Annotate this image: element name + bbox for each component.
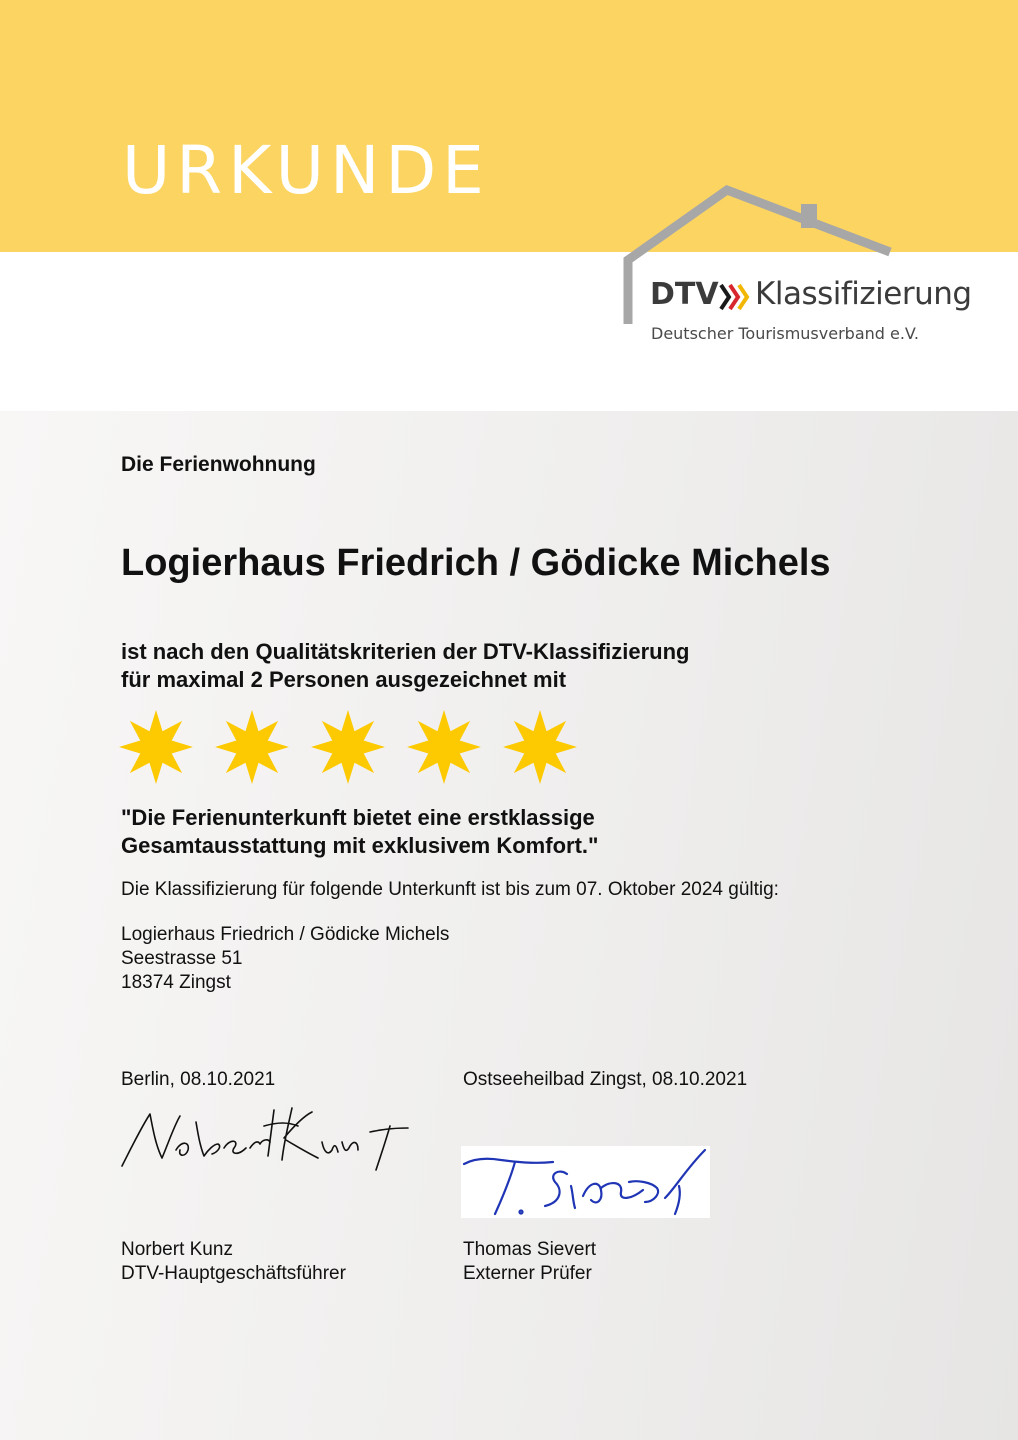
criteria-line: ist nach den Qualitätskriterien der DTV-Klassifizierung	[121, 639, 690, 664]
validity-text: Die Klassifizierung für folgende Unterkunft ist bis zum 07. Oktober 2024 gültig:	[121, 879, 779, 900]
logo-brand: DTV	[650, 277, 719, 312]
chevrons-icon	[718, 281, 752, 313]
left-place-date: Berlin, 08.10.2021	[121, 1069, 276, 1090]
property-name: Logierhaus Friedrich / Gödicke Michels	[121, 542, 831, 584]
signature-norbert-kunz	[118, 1100, 418, 1175]
logo-subtitle: Deutscher Tourismusverband e.V.	[651, 324, 919, 343]
star-icon	[310, 709, 386, 785]
address-name: Logierhaus Friedrich / Gödicke Michels	[121, 924, 450, 945]
signature-thomas-sievert	[461, 1146, 710, 1218]
accommodation-type: Die Ferienwohnung	[121, 453, 316, 476]
left-signatory	[121, 1238, 346, 1286]
left-signatory-name: Norbert Kunz	[121, 1239, 233, 1260]
right-signatory-role: Externer Prüfer	[463, 1263, 592, 1284]
star-icon	[406, 709, 482, 785]
certificate-title: URKUNDE	[122, 132, 490, 209]
criteria-line: für maximal 2 Personen ausgezeichnet mit	[121, 667, 567, 692]
quote-line: Gesamtausstattung mit exklusivem Komfort."	[121, 833, 599, 858]
criteria-text	[121, 638, 689, 694]
address-city: 18374 Zingst	[121, 972, 231, 993]
star-icon	[214, 709, 290, 785]
dtv-logo	[618, 178, 978, 368]
star-icon	[118, 709, 194, 785]
right-signatory	[463, 1238, 596, 1286]
star-rating	[118, 709, 588, 785]
star-icon	[502, 709, 578, 785]
logo-product: Klassifizierung	[755, 276, 972, 312]
right-place-date: Ostseeheilbad Zingst, 08.10.2021	[463, 1069, 748, 1090]
right-signatory-name: Thomas Sievert	[463, 1239, 597, 1260]
quote-line: "Die Ferienunterkunft bietet eine erstklassige	[121, 805, 595, 830]
signature-image-area	[461, 1146, 710, 1218]
address-street: Seestrasse 51	[121, 948, 243, 969]
rating-quote	[121, 804, 598, 860]
left-signatory-role: DTV-Hauptgeschäftsführer	[121, 1263, 346, 1284]
address-block	[121, 923, 449, 995]
